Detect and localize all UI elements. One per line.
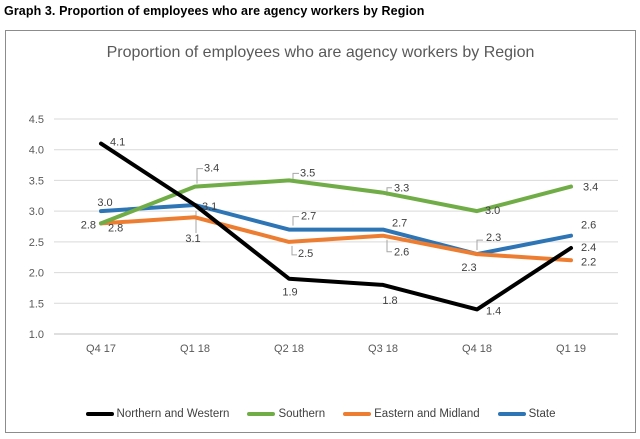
line-swatch-icon	[498, 412, 526, 416]
svg-text:Q3 18: Q3 18	[368, 343, 398, 355]
svg-text:3.3: 3.3	[394, 182, 410, 195]
svg-text:1.5: 1.5	[28, 298, 44, 311]
svg-text:4.5: 4.5	[28, 114, 44, 126]
line-swatch-icon	[247, 412, 275, 416]
svg-text:3.0: 3.0	[28, 206, 44, 219]
svg-text:2.4: 2.4	[581, 242, 597, 254]
svg-text:1.0: 1.0	[28, 329, 44, 341]
svg-text:Q2 18: Q2 18	[274, 343, 304, 355]
svg-text:4.0: 4.0	[28, 144, 44, 157]
legend-label: State	[528, 408, 556, 420]
svg-text:2.3: 2.3	[486, 232, 502, 245]
svg-text:2.6: 2.6	[394, 246, 410, 259]
legend-item-eastern-and-midland	[343, 408, 479, 420]
chart-frame	[5, 30, 636, 433]
line-swatch-icon	[343, 412, 371, 416]
svg-text:2.7: 2.7	[392, 217, 408, 230]
svg-text:4.1: 4.1	[110, 136, 126, 149]
svg-text:Q4 17: Q4 17	[86, 343, 116, 355]
chart-title: Proportion of employees who are agency workers by Region	[106, 44, 535, 61]
svg-text:Q1 19: Q1 19	[556, 343, 586, 355]
svg-text:3.5: 3.5	[300, 167, 316, 180]
svg-text:3.1: 3.1	[202, 201, 218, 213]
svg-text:3.1: 3.1	[185, 233, 201, 245]
legend-item-northern-and-western	[86, 408, 230, 420]
svg-text:3.0: 3.0	[97, 197, 113, 210]
legend-item-southern	[247, 408, 325, 420]
legend-label: Southern	[278, 408, 326, 420]
svg-text:2.3: 2.3	[461, 262, 477, 275]
svg-text:2.6: 2.6	[581, 219, 597, 232]
svg-text:2.5: 2.5	[298, 247, 314, 260]
svg-text:3.5: 3.5	[28, 175, 44, 188]
svg-text:2.8: 2.8	[108, 222, 124, 235]
svg-text:Q1 18: Q1 18	[180, 343, 210, 355]
svg-text:2.5: 2.5	[28, 236, 44, 249]
svg-text:2.8: 2.8	[80, 219, 96, 232]
svg-text:3.0: 3.0	[485, 205, 501, 218]
svg-text:3.4: 3.4	[204, 162, 220, 175]
line-swatch-icon	[86, 412, 114, 416]
legend-label: Northern and Western	[116, 408, 230, 420]
svg-text:2.7: 2.7	[301, 210, 317, 223]
legend-item-state	[498, 408, 556, 420]
svg-text:1.8: 1.8	[382, 294, 398, 307]
svg-text:1.9: 1.9	[282, 286, 298, 299]
plot-svg	[6, 31, 635, 432]
figure-caption: Graph 3. Proportion of employees who are agency workers by Region	[4, 4, 425, 18]
svg-text:2.2: 2.2	[581, 256, 597, 269]
legend	[6, 408, 635, 420]
legend-label: Eastern and Midland	[374, 408, 480, 420]
svg-text:2.0: 2.0	[28, 267, 44, 280]
svg-text:Q4 18: Q4 18	[462, 343, 492, 355]
svg-text:3.4: 3.4	[583, 181, 599, 194]
svg-text:1.4: 1.4	[486, 305, 502, 318]
